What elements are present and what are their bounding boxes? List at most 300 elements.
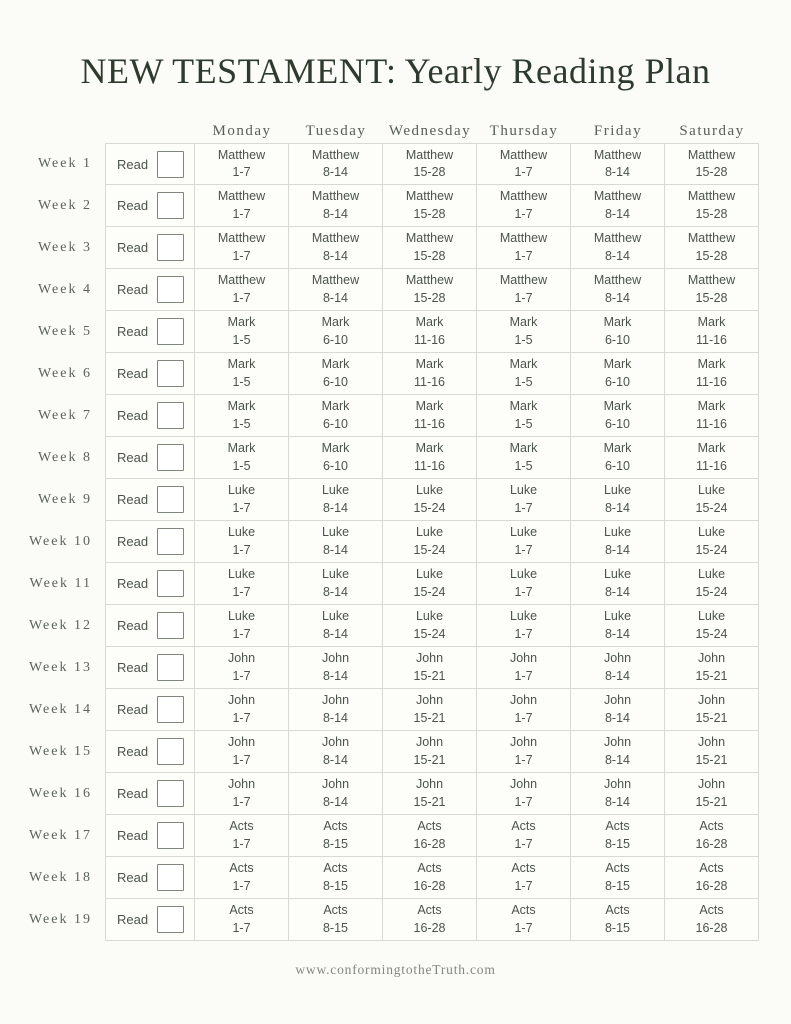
- chapter-range: 8-14: [322, 500, 349, 515]
- reading-cell: [571, 773, 665, 815]
- reading-cell: [289, 605, 383, 647]
- week-label: Week 12: [28, 618, 92, 633]
- read-label: Read: [117, 660, 149, 675]
- book-name: John: [509, 693, 538, 707]
- read-cell: [105, 731, 195, 773]
- reading-cell: [383, 731, 477, 773]
- book-name: Acts: [229, 903, 254, 917]
- chapter-range: 11-16: [413, 332, 446, 347]
- read-checkbox[interactable]: [157, 402, 184, 429]
- book-name: Luke: [697, 609, 726, 623]
- chapter-range: 15-24: [695, 542, 728, 557]
- week-row: [28, 647, 759, 689]
- reading-cell: [477, 689, 571, 731]
- book-name: Luke: [321, 483, 350, 497]
- reading-cell: [665, 311, 759, 353]
- book-name: Acts: [417, 861, 442, 875]
- reading-cell: [665, 605, 759, 647]
- reading-cell: [383, 647, 477, 689]
- chapter-range: 1-7: [514, 500, 533, 515]
- reading-cell: [665, 521, 759, 563]
- chapter-range: 15-21: [413, 752, 446, 767]
- book-name: Acts: [511, 819, 536, 833]
- read-checkbox[interactable]: [157, 906, 184, 933]
- chapter-range: 8-14: [604, 542, 631, 557]
- book-name: Acts: [323, 861, 348, 875]
- week-label: Week 5: [37, 324, 92, 339]
- reading-cell: [383, 437, 477, 479]
- reading-cell: [383, 605, 477, 647]
- book-name: Acts: [229, 861, 254, 875]
- reading-cell: [477, 563, 571, 605]
- reading-cell: [195, 647, 289, 689]
- book-name: Luke: [509, 483, 538, 497]
- book-name: Matthew: [499, 189, 548, 203]
- website-url: www.conformingtotheTruth.com: [295, 962, 496, 977]
- book-name: Matthew: [687, 273, 736, 287]
- chapter-range: 15-21: [413, 710, 446, 725]
- chapter-range: 1-5: [232, 332, 251, 347]
- reading-cell: [665, 143, 759, 185]
- book-name: Matthew: [405, 231, 454, 245]
- reading-cell: [289, 479, 383, 521]
- book-name: Matthew: [217, 189, 266, 203]
- book-name: John: [603, 777, 632, 791]
- reading-cell: [571, 143, 665, 185]
- chapter-range: 8-14: [604, 290, 631, 305]
- reading-cell: [571, 437, 665, 479]
- read-label: Read: [117, 534, 149, 549]
- read-label: Read: [117, 240, 149, 255]
- read-cell: [105, 689, 195, 731]
- chapter-range: 15-21: [695, 668, 728, 683]
- chapter-range: 1-7: [232, 710, 251, 725]
- week-row: [32, 143, 759, 185]
- book-name: John: [697, 651, 726, 665]
- chapter-range: 1-5: [514, 332, 533, 347]
- reading-cell: [665, 815, 759, 857]
- reading-cell: [195, 395, 289, 437]
- book-name: John: [603, 693, 632, 707]
- chapter-range: 1-5: [232, 374, 251, 389]
- reading-cell: [477, 143, 571, 185]
- read-checkbox[interactable]: [157, 151, 184, 178]
- chapter-range: 16-28: [695, 920, 728, 935]
- chapter-range: 1-5: [514, 416, 533, 431]
- week-row: [28, 605, 759, 647]
- week-row: [32, 479, 759, 521]
- reading-cell: [665, 731, 759, 773]
- reading-cell: [383, 689, 477, 731]
- chapter-range: 11-16: [413, 416, 446, 431]
- read-cell: [105, 815, 195, 857]
- day-header-tuesday: Tuesday: [305, 123, 367, 139]
- chapter-range: 15-21: [695, 752, 728, 767]
- read-checkbox[interactable]: [157, 444, 184, 471]
- read-checkbox[interactable]: [157, 696, 184, 723]
- reading-cell: [477, 479, 571, 521]
- read-checkbox[interactable]: [157, 822, 184, 849]
- reading-cell: [289, 731, 383, 773]
- reading-cell: [477, 605, 571, 647]
- read-label: Read: [117, 744, 149, 759]
- chapter-range: 8-15: [604, 920, 631, 935]
- reading-cell: [571, 227, 665, 269]
- book-name: Luke: [321, 567, 350, 581]
- read-cell: [105, 395, 195, 437]
- book-name: John: [227, 693, 256, 707]
- book-name: Matthew: [687, 147, 736, 162]
- book-name: John: [227, 735, 256, 749]
- chapter-range: 15-28: [695, 290, 728, 305]
- chapter-range: 8-14: [322, 584, 349, 599]
- reading-cell: [383, 521, 477, 563]
- book-name: Luke: [509, 567, 538, 581]
- read-label: Read: [117, 324, 149, 339]
- day-header-wednesday: Wednesday: [388, 123, 472, 139]
- chapter-range: 1-7: [514, 752, 533, 767]
- week-row: [28, 521, 759, 563]
- book-name: Acts: [605, 861, 630, 875]
- chapter-range: 11-16: [695, 458, 728, 473]
- book-name: Matthew: [687, 231, 736, 245]
- read-checkbox[interactable]: [157, 738, 184, 765]
- read-cell: [105, 311, 195, 353]
- reading-cell: [571, 815, 665, 857]
- book-name: John: [321, 777, 350, 791]
- chapter-range: 8-14: [604, 710, 631, 725]
- read-checkbox[interactable]: [157, 612, 184, 639]
- read-cell: [105, 143, 195, 185]
- reading-cell: [195, 479, 289, 521]
- reading-cell: [289, 899, 383, 941]
- reading-cell: [195, 185, 289, 227]
- reading-cell: [289, 437, 383, 479]
- chapter-range: 8-14: [604, 500, 631, 515]
- chapter-range: 8-14: [322, 165, 349, 179]
- week-label: Week 11: [29, 576, 92, 591]
- book-name: John: [509, 651, 538, 665]
- book-name: Acts: [417, 903, 442, 917]
- reading-plan-table: [28, 119, 759, 941]
- book-name: Acts: [699, 861, 724, 875]
- book-name: Matthew: [687, 189, 736, 203]
- week-row: [32, 185, 759, 227]
- day-header-monday: Monday: [212, 123, 272, 139]
- chapter-range: 16-28: [413, 920, 446, 935]
- read-label: Read: [117, 450, 149, 465]
- book-name: Mark: [321, 441, 350, 455]
- reading-cell: [195, 227, 289, 269]
- week-label: Week 19: [28, 912, 92, 927]
- chapter-range: 6-10: [604, 374, 631, 389]
- reading-cell: [571, 353, 665, 395]
- chapter-range: 8-14: [322, 248, 349, 263]
- read-checkbox[interactable]: [157, 528, 184, 555]
- chapter-range: 1-7: [232, 878, 251, 893]
- reading-cell: [571, 647, 665, 689]
- book-name: Mark: [603, 357, 632, 371]
- book-name: Acts: [699, 903, 724, 917]
- reading-cell: [477, 899, 571, 941]
- book-name: Acts: [417, 819, 442, 833]
- chapter-range: 1-5: [514, 374, 533, 389]
- chapter-range: 11-16: [695, 332, 728, 347]
- book-name: Acts: [511, 861, 536, 875]
- book-name: Luke: [227, 525, 256, 539]
- chapter-range: 8-14: [322, 794, 349, 809]
- book-name: Matthew: [405, 273, 454, 287]
- week-row: [32, 269, 759, 311]
- chapter-range: 1-7: [232, 626, 251, 641]
- book-name: John: [227, 651, 256, 665]
- reading-cell: [477, 395, 571, 437]
- week-label: Week 1: [37, 156, 92, 171]
- reading-cell: [571, 689, 665, 731]
- chapter-range: 15-21: [695, 794, 728, 809]
- read-cell: [105, 353, 195, 395]
- book-name: Mark: [415, 315, 444, 329]
- week-row: [28, 857, 759, 899]
- chapter-range: 11-16: [413, 374, 446, 389]
- chapter-range: 1-7: [232, 752, 251, 767]
- week-label: Week 15: [28, 744, 92, 759]
- reading-cell: [383, 269, 477, 311]
- chapter-range: 8-15: [604, 836, 631, 851]
- read-label: Read: [117, 366, 149, 381]
- week-row: [28, 731, 759, 773]
- read-checkbox[interactable]: [157, 780, 184, 807]
- book-name: Luke: [227, 483, 256, 497]
- reading-cell: [195, 857, 289, 899]
- chapter-range: 11-16: [695, 416, 728, 431]
- chapter-range: 8-14: [322, 542, 349, 557]
- chapter-range: 6-10: [604, 416, 631, 431]
- chapter-range: 1-7: [514, 290, 533, 305]
- book-name: Mark: [227, 441, 256, 455]
- read-checkbox[interactable]: [157, 318, 184, 345]
- chapter-range: 15-24: [695, 626, 728, 641]
- read-label: Read: [117, 870, 149, 885]
- book-name: Matthew: [499, 273, 548, 287]
- book-name: Luke: [697, 525, 726, 539]
- read-label: Read: [117, 198, 149, 213]
- chapter-range: 15-21: [695, 710, 728, 725]
- reading-cell: [289, 521, 383, 563]
- book-name: Matthew: [499, 231, 548, 245]
- book-name: John: [415, 693, 444, 707]
- reading-cell: [383, 815, 477, 857]
- book-name: Mark: [321, 315, 350, 329]
- chapter-range: 15-28: [695, 248, 728, 263]
- book-name: Matthew: [311, 231, 360, 245]
- week-row: [32, 353, 759, 395]
- book-name: John: [697, 693, 726, 707]
- read-cell: [105, 521, 195, 563]
- week-label: Week 4: [37, 282, 92, 297]
- book-name: Acts: [605, 819, 630, 833]
- book-name: Luke: [321, 609, 350, 623]
- book-name: Luke: [603, 567, 632, 581]
- week-row: [32, 395, 759, 437]
- book-name: Luke: [509, 609, 538, 623]
- day-header-saturday: Saturday: [679, 123, 745, 139]
- reading-cell: [571, 521, 665, 563]
- reading-cell: [289, 395, 383, 437]
- book-name: Matthew: [593, 231, 642, 245]
- read-checkbox[interactable]: [157, 654, 184, 681]
- read-cell: [105, 479, 195, 521]
- chapter-range: 8-14: [604, 794, 631, 809]
- chapter-range: 15-28: [413, 248, 446, 263]
- book-name: Luke: [415, 483, 444, 497]
- reading-cell: [571, 269, 665, 311]
- reading-cell: [289, 311, 383, 353]
- reading-cell: [383, 143, 477, 185]
- reading-cell: [195, 773, 289, 815]
- book-name: Luke: [603, 609, 632, 623]
- week-label: Week 3: [37, 240, 92, 255]
- reading-cell: [477, 521, 571, 563]
- read-checkbox[interactable]: [157, 360, 184, 387]
- reading-cell: [571, 605, 665, 647]
- chapter-range: 1-7: [514, 920, 533, 935]
- book-name: Acts: [229, 819, 254, 833]
- book-name: Mark: [697, 399, 726, 413]
- reading-cell: [665, 185, 759, 227]
- book-name: John: [415, 651, 444, 665]
- read-label: Read: [117, 282, 149, 297]
- read-checkbox[interactable]: [157, 234, 184, 261]
- book-name: Luke: [603, 483, 632, 497]
- reading-cell: [665, 353, 759, 395]
- page-title: NEW TESTAMENT: Yearly Reading Plan: [80, 51, 711, 91]
- reading-cell: [289, 269, 383, 311]
- book-name: Matthew: [499, 147, 548, 162]
- week-label: Week 7: [37, 408, 92, 423]
- read-checkbox[interactable]: [157, 864, 184, 891]
- chapter-range: 1-7: [514, 836, 533, 851]
- chapter-range: 6-10: [322, 458, 349, 473]
- book-name: Acts: [511, 903, 536, 917]
- reading-cell: [477, 353, 571, 395]
- chapter-range: 1-7: [514, 794, 533, 809]
- chapter-range: 16-28: [413, 878, 446, 893]
- chapter-range: 8-14: [322, 668, 349, 683]
- reading-cell: [571, 479, 665, 521]
- reading-cell: [289, 689, 383, 731]
- read-cell: [105, 437, 195, 479]
- read-checkbox[interactable]: [157, 276, 184, 303]
- reading-cell: [383, 857, 477, 899]
- reading-cell: [383, 395, 477, 437]
- read-label: Read: [117, 156, 149, 172]
- chapter-range: 8-14: [322, 290, 349, 305]
- book-name: Matthew: [217, 147, 266, 162]
- reading-cell: [477, 773, 571, 815]
- read-label: Read: [117, 492, 149, 507]
- reading-cell: [289, 773, 383, 815]
- chapter-range: 8-14: [604, 626, 631, 641]
- read-checkbox[interactable]: [157, 570, 184, 597]
- chapter-range: 8-14: [322, 206, 349, 221]
- reading-cell: [195, 311, 289, 353]
- chapter-range: 1-7: [232, 794, 251, 809]
- chapter-range: 15-24: [413, 584, 446, 599]
- reading-cell: [383, 311, 477, 353]
- reading-cell: [665, 647, 759, 689]
- reading-cell: [195, 269, 289, 311]
- book-name: Mark: [415, 399, 444, 413]
- book-name: John: [321, 651, 350, 665]
- reading-cell: [665, 563, 759, 605]
- read-checkbox[interactable]: [157, 192, 184, 219]
- read-cell: [105, 899, 195, 941]
- chapter-range: 6-10: [322, 416, 349, 431]
- chapter-range: 6-10: [322, 374, 349, 389]
- book-name: Luke: [415, 609, 444, 623]
- chapter-range: 1-7: [514, 668, 533, 683]
- reading-cell: [665, 395, 759, 437]
- book-name: John: [603, 651, 632, 665]
- book-name: Matthew: [311, 189, 360, 203]
- book-name: John: [509, 777, 538, 791]
- week-row: [28, 815, 759, 857]
- read-checkbox[interactable]: [157, 486, 184, 513]
- read-label: Read: [117, 702, 149, 717]
- chapter-range: 15-28: [413, 206, 446, 221]
- reading-cell: [289, 143, 383, 185]
- chapter-range: 15-24: [413, 626, 446, 641]
- reading-cell: [477, 185, 571, 227]
- read-cell: [105, 647, 195, 689]
- reading-cell: [195, 731, 289, 773]
- reading-cell: [195, 605, 289, 647]
- chapter-range: 1-7: [232, 500, 251, 515]
- week-row: [32, 227, 759, 269]
- reading-cell: [195, 143, 289, 185]
- book-name: Mark: [509, 441, 538, 455]
- reading-cell: [477, 269, 571, 311]
- reading-cell: [665, 269, 759, 311]
- book-name: Mark: [415, 357, 444, 371]
- book-name: Matthew: [311, 273, 360, 287]
- chapter-range: 1-7: [232, 290, 251, 305]
- book-name: Mark: [227, 399, 256, 413]
- chapter-range: 8-15: [322, 878, 349, 893]
- book-name: Matthew: [405, 147, 454, 162]
- chapter-range: 16-28: [413, 836, 446, 851]
- book-name: Mark: [509, 357, 538, 371]
- week-label: Week 14: [28, 702, 92, 717]
- chapter-range: 1-7: [232, 206, 251, 221]
- chapter-range: 1-7: [514, 710, 533, 725]
- book-name: Matthew: [593, 189, 642, 203]
- reading-cell: [289, 185, 383, 227]
- reading-cell: [665, 437, 759, 479]
- chapter-range: 1-7: [514, 248, 533, 263]
- book-name: Luke: [415, 525, 444, 539]
- book-name: Mark: [697, 441, 726, 455]
- chapter-range: 1-7: [514, 878, 533, 893]
- chapter-range: 8-15: [604, 878, 631, 893]
- chapter-range: 1-7: [232, 920, 251, 935]
- book-name: Mark: [321, 357, 350, 371]
- week-label: Week 9: [37, 492, 92, 507]
- read-cell: [105, 563, 195, 605]
- week-label: Week 6: [37, 366, 92, 381]
- read-label: Read: [117, 786, 149, 801]
